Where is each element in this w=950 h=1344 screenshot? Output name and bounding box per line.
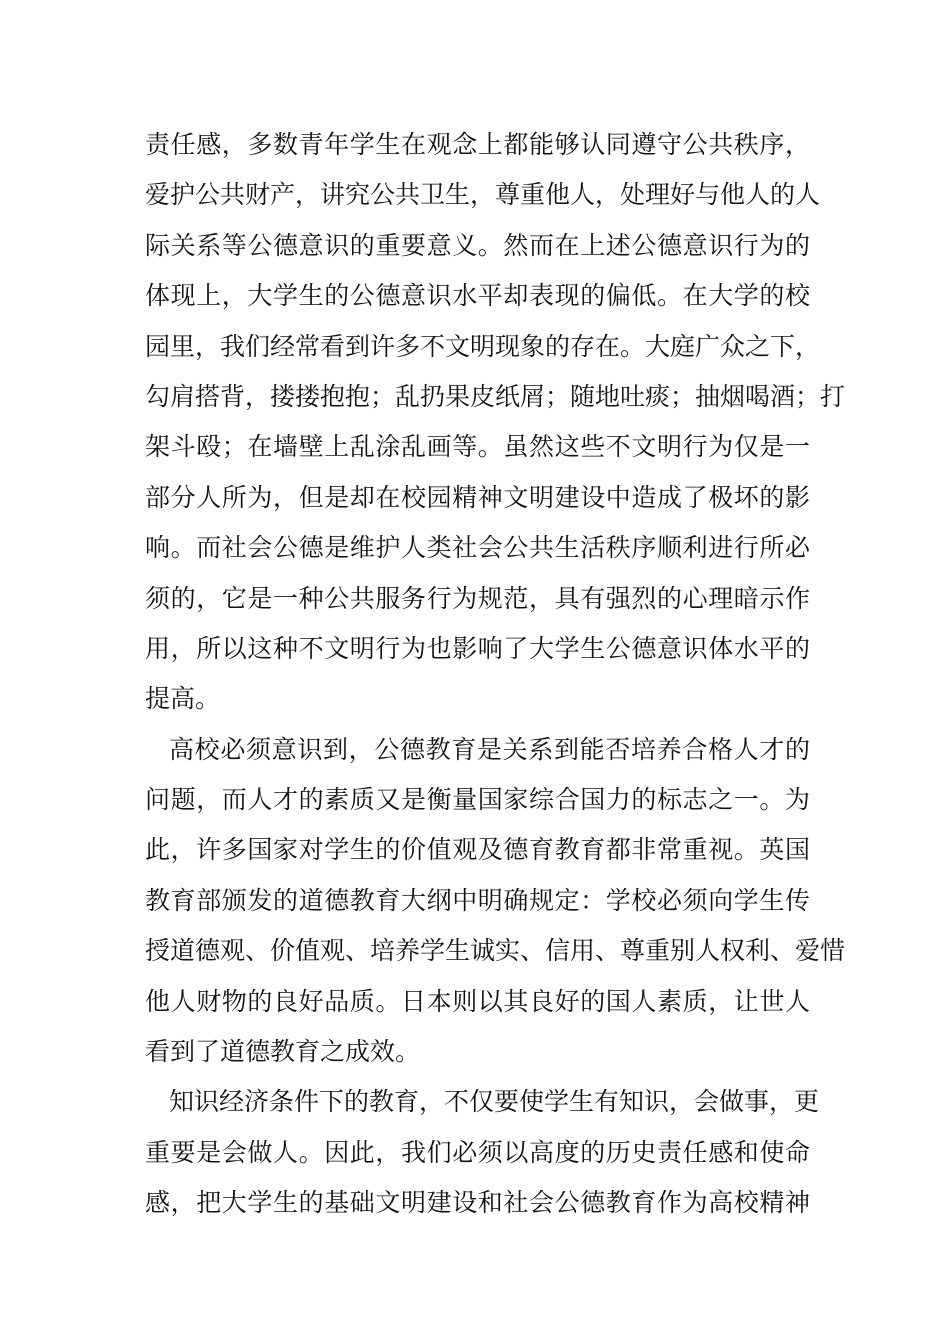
text-line: 园里，我们经常看到许多不文明现象的存在。大庭广众之下，	[145, 331, 821, 361]
text-line: 爱护公共财产，讲究公共卫生，尊重他人，处理好与他人的人	[145, 180, 821, 210]
text-line: 问题，而人才的素质又是衡量国家综合国力的标志之一。为	[145, 785, 810, 815]
text-line: 体现上，大学生的公德意识水平却表现的偏低。在大学的校	[145, 281, 810, 311]
text-line: 架斗殴；在墙壁上乱涂乱画等。虽然这些不文明行为仅是一	[145, 432, 810, 462]
text-line: 勾肩搭背，搂搂抱抱；乱扔果皮纸屑；随地吐痰；抽烟喝酒；打	[145, 381, 846, 411]
text-line: 教育部颁发的道德教育大纲中明确规定：学校必须向学生传	[145, 885, 810, 915]
text-line: 提高。	[145, 684, 221, 714]
text-line: 他人财物的良好品质。日本则以其良好的国人素质，让世人	[145, 986, 810, 1016]
text-line: 此，许多国家对学生的价值观及德育教育都非常重视。英国	[145, 835, 810, 865]
paragraph-first-line: 知识经济条件下的教育，不仅要使学生有知识，会做事，更	[169, 1087, 820, 1117]
text-line: 看到了道德教育之成效。	[145, 1037, 421, 1067]
text-line: 响。而社会公德是维护人类社会公共生活秩序顺利进行所必	[145, 533, 810, 563]
body-text	[145, 120, 846, 1229]
paragraph-first-line: 高校必须意识到，公德教育是关系到能否培养合格人才的	[169, 734, 810, 764]
text-line: 际关系等公德意识的重要意义。然而在上述公德意识行为的	[145, 230, 810, 260]
text-line: 授道德观、价值观、培养学生诚实、信用、尊重别人权利、爱惜	[145, 936, 846, 966]
text-line: 感，把大学生的基础文明建设和社会公德教育作为高校精神	[145, 1188, 810, 1218]
text-line: 责任感，多数青年学生在观念上都能够认同遵守公共秩序，	[145, 130, 810, 159]
text-line: 用，所以这种不文明行为也影响了大学生公德意识体水平的	[145, 633, 810, 663]
text-line: 部分人所为，但是却在校园精神文明建设中造成了极坏的影	[145, 482, 810, 512]
text-line: 须的，它是一种公共服务行为规范，具有强烈的心理暗示作	[145, 583, 810, 613]
text-line: 重要是会做人。因此，我们必须以高度的历史责任感和使命	[145, 1137, 810, 1167]
